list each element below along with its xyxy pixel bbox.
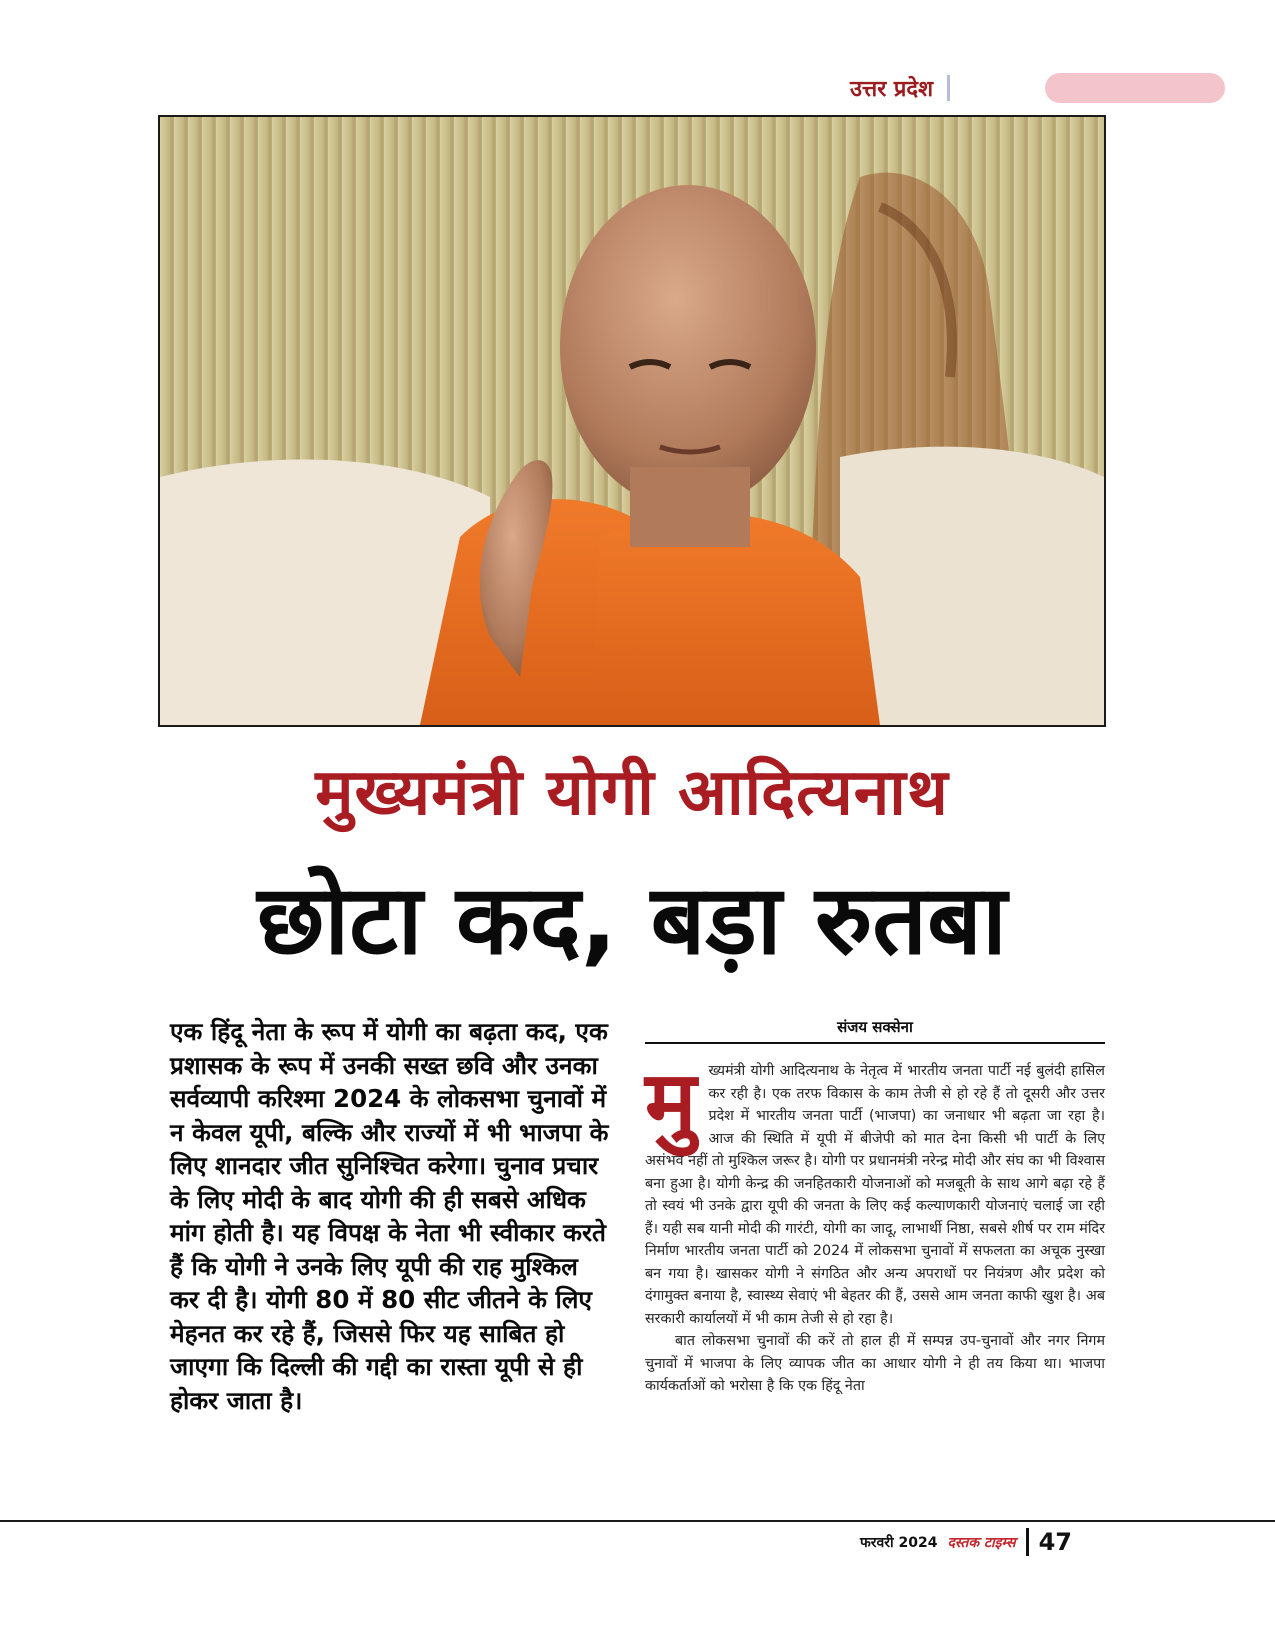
section-title: उत्तर प्रदेश	[850, 77, 934, 102]
footer-divider	[1026, 1528, 1029, 1556]
drop-cap: मु	[645, 1053, 697, 1153]
body-paragraph-1	[645, 1053, 1105, 1330]
issue-month: फरवरी 2024	[860, 1534, 938, 1551]
lead-photo	[158, 115, 1106, 727]
page-footer	[860, 1526, 1072, 1558]
page-number: 47	[1038, 1528, 1072, 1556]
section-accent-pill	[1045, 73, 1225, 103]
article-headline: छोटा कद, बड़ा रुतबा	[257, 864, 1007, 976]
publication-logo: दस्तक टाइम्स	[947, 1534, 1016, 1551]
footer-rule	[0, 1520, 1275, 1522]
body-paragraph-1-text: ख्यमंत्री योगी आदित्यनाथ के नेतृत्व में भारतीय जनता पार्टी नई बुलंदी हासिल कर रही है। एक तरफ विकास के काम तेजी से हो रहे हैं तो दूसरी और उत्तर प्रदेश में भारतीय जनता पार्टी (भाजपा) का जनाधार भी बढ़ता जा रहा है। आज की स्थिति में यूपी में बीजेपी को मात देना किसी भी पार्टी के लिए असंभव नहीं तो मुश्किल जरूर है। योगी पर प्रधानमंत्री नरेन्द्र मोदी और संघ का भी विश्वास बना हुआ है। योगी केन्द्र की जनहितकारी योजनाओं को मजबूती के साथ आगे बढ़ा रहे हैं तो स्वयं भी उनके द्वारा यूपी की जनता के लिए कई कल्याणकारी योजनाएं चलाई जा रही हैं। यही सब यानी मोदी की गारंटी, योगी का जादू, लाभार्थी निष्ठा, सबसे शीर्ष पर राम मंदिर निर्माण भारतीय जनता पार्टी को 2024 में लोकसभा चुनावों में सफलता का अचूक नुस्खा बन गया है। खासकर योगी ने संगठित और अन्य अपराधों पर नियंत्रण और प्रदेश को दंगामुक्त बनाया है, स्वास्थ्य सेवाएं भी बेहतर की हैं, उससे आम जनता काफी खुश है। अब सरकारी कार्यालयों में भी काम तेजी से हो रहा है।	[645, 1063, 1105, 1327]
body-paragraph-2: बात लोकसभा चुनावों की करें तो हाल ही में सम्पन्न उप-चुनावों और नगर निगम चुनावों में भाजपा के लिए व्यापक जीत का आधार योगी ने ही तय किया था। भाजपा कार्यकर्ताओं को भरोसा है कि एक हिंदू नेता	[645, 1333, 1105, 1394]
article-kicker: मुख्यमंत्री योगी आदित्यनाथ	[315, 756, 949, 830]
article-body	[645, 1053, 1105, 1398]
article-byline: संजय सक्सेना	[645, 1017, 1105, 1044]
section-label	[850, 70, 950, 106]
section-divider	[947, 75, 950, 101]
article-intro: एक हिंदू नेता के रूप में योगी का बढ़ता कद, एक प्रशासक के रूप में उनकी सख्त छवि और उनका सर्वव्यापी करिश्मा 2024 के लोकसभा चुनावों में न केवल यूपी, बल्कि और राज्यों में भी भाजपा के लिए शानदार जीत सुनिश्चित करेगा। चुनाव प्रचार के लिए मोदी के बाद योगी की ही सबसे अधिक मांग होती है। यह विपक्ष के नेता भी स्वीकार करते हैं कि योगी ने उनके लिए यूपी की राह मुश्किल कर दी है। योगी 80 में 80 सीट जीतने के लिए मेहनत कर रहे हैं, जिससे फिर यह साबित हो जाएगा कि दिल्ली की गद्दी का रास्ता यूपी से ही होकर जाता है।	[170, 1017, 609, 1415]
